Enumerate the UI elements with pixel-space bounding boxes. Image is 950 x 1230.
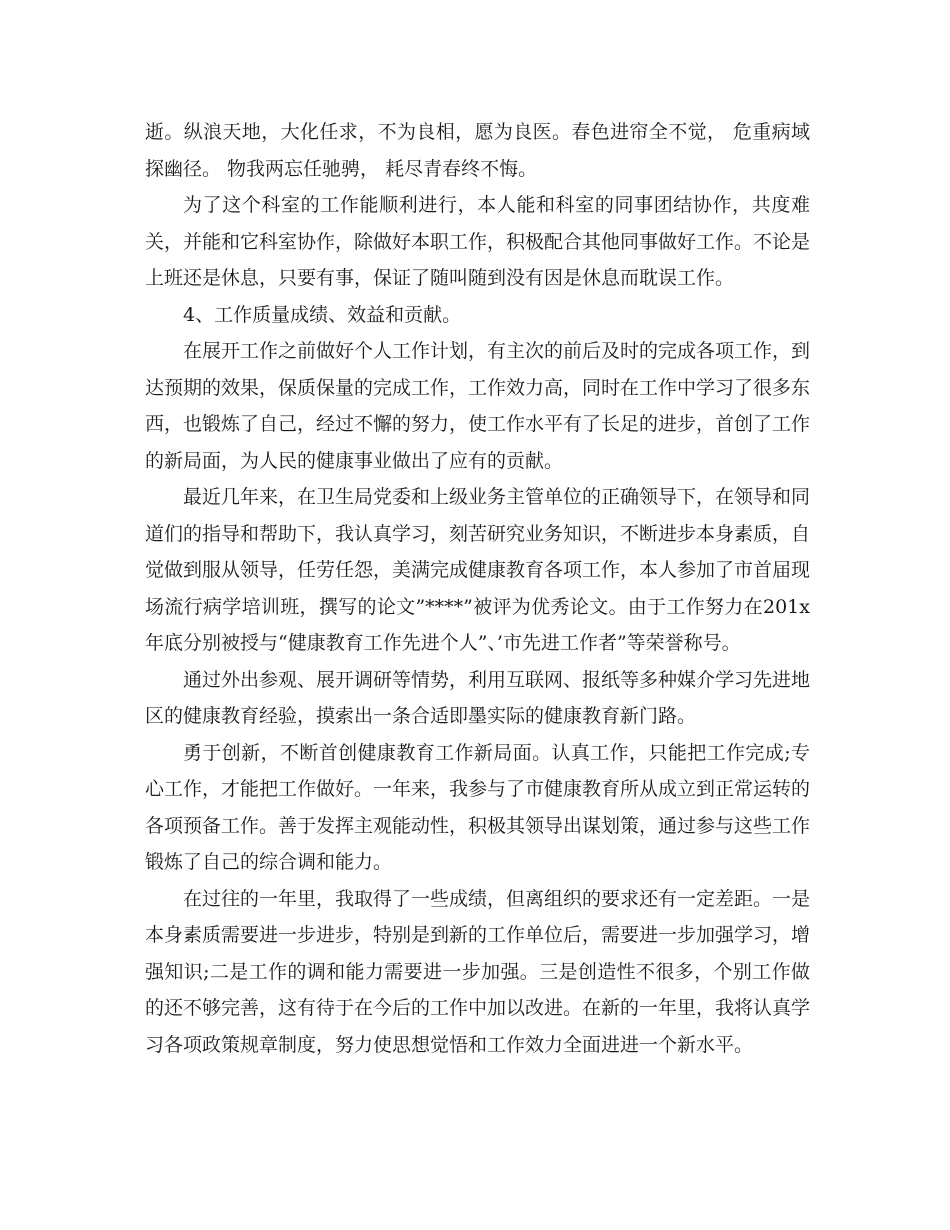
- document-page: [145, 114, 810, 1063]
- paragraph-innovation: 勇于创新，不断首创健康教育工作新局面。认真工作，只能把工作完成;专心工作，才能把工作做好。一年来，我参与了市健康教育所从成立到正常运转的各项预备工作。善于发挥主观能动性，积极其领导出谋划策，通过参与这些工作锻炼了自己的综合调和能力。: [145, 741, 811, 873]
- paragraph-shortcomings: 在过往的一年里，我取得了一些成绩，但离组织的要求还有一定差距。一是本身素质需要进一步进步，特别是到新的工作单位后，需要进一步加强学习，增强知识;二是工作的调和能力需要进一步加强。三是创造性不很多，个别工作做的还不够完善，这有待于在今后的工作中加以改进。在新的一年里，我将认真学习各项政策规章制度，努力使思想觉悟和工作效力全面进进一个新水平。: [145, 887, 811, 1056]
- paragraph-teamwork: 为了这个科室的工作能顺利进行，本人能和科室的同事团结协作，共度难关，并能和它科室协作，除做好本职工作，积极配合其他同事做好工作。不论是上班还是休息，只要有事，保证了随叫随到没有因是休息而耽误工作。: [145, 194, 811, 289]
- paragraph-poem-ending: 逝。纵浪天地，大化任求，不为良相，愿为良医。春色进帘全不觉， 危重病域探幽径。 物我两忘任驰骋， 耗尽青春终不悔。: [145, 121, 810, 180]
- paragraph-achievements: 最近几年来，在卫生局党委和上级业务主管单位的正确领导下，在领导和同道们的指导和帮助下，我认真学习，刻苦研究业务知识，不断进步本身素质，自觉做到服从领导，任劳任怨，美满完成健康教育各项工作，本人参加了市首届现场流行病学培训班，撰写的论文”****”被评为优秀论文。由于工作努力在201x年底分别被授与“健康教育工作先进个人”、’市先进工作者”等荣誉称号。: [145, 486, 811, 654]
- section-heading-work-quality: 4、工作质量成绩、效益和贡献。: [183, 303, 462, 326]
- paragraph-work-plan: 在展开工作之前做好个人工作计划，有主次的前后及时的完成各项工作，到达预期的效果，保质保量的完成工作，工作效力高，同时在工作中学习了很多东西，也锻炼了自己，经过不懈的努力，使工作水平有了长足的进步，首创了工作的新局面，为人民的健康事业做出了应有的贡献。: [145, 340, 811, 472]
- paragraph-learning: 通过外出参观、展开调研等情势，利用互联网、报纸等多种媒介学习先进地区的健康教育经验，摸索出一条合适即墨实际的健康教育新门路。: [145, 668, 811, 727]
